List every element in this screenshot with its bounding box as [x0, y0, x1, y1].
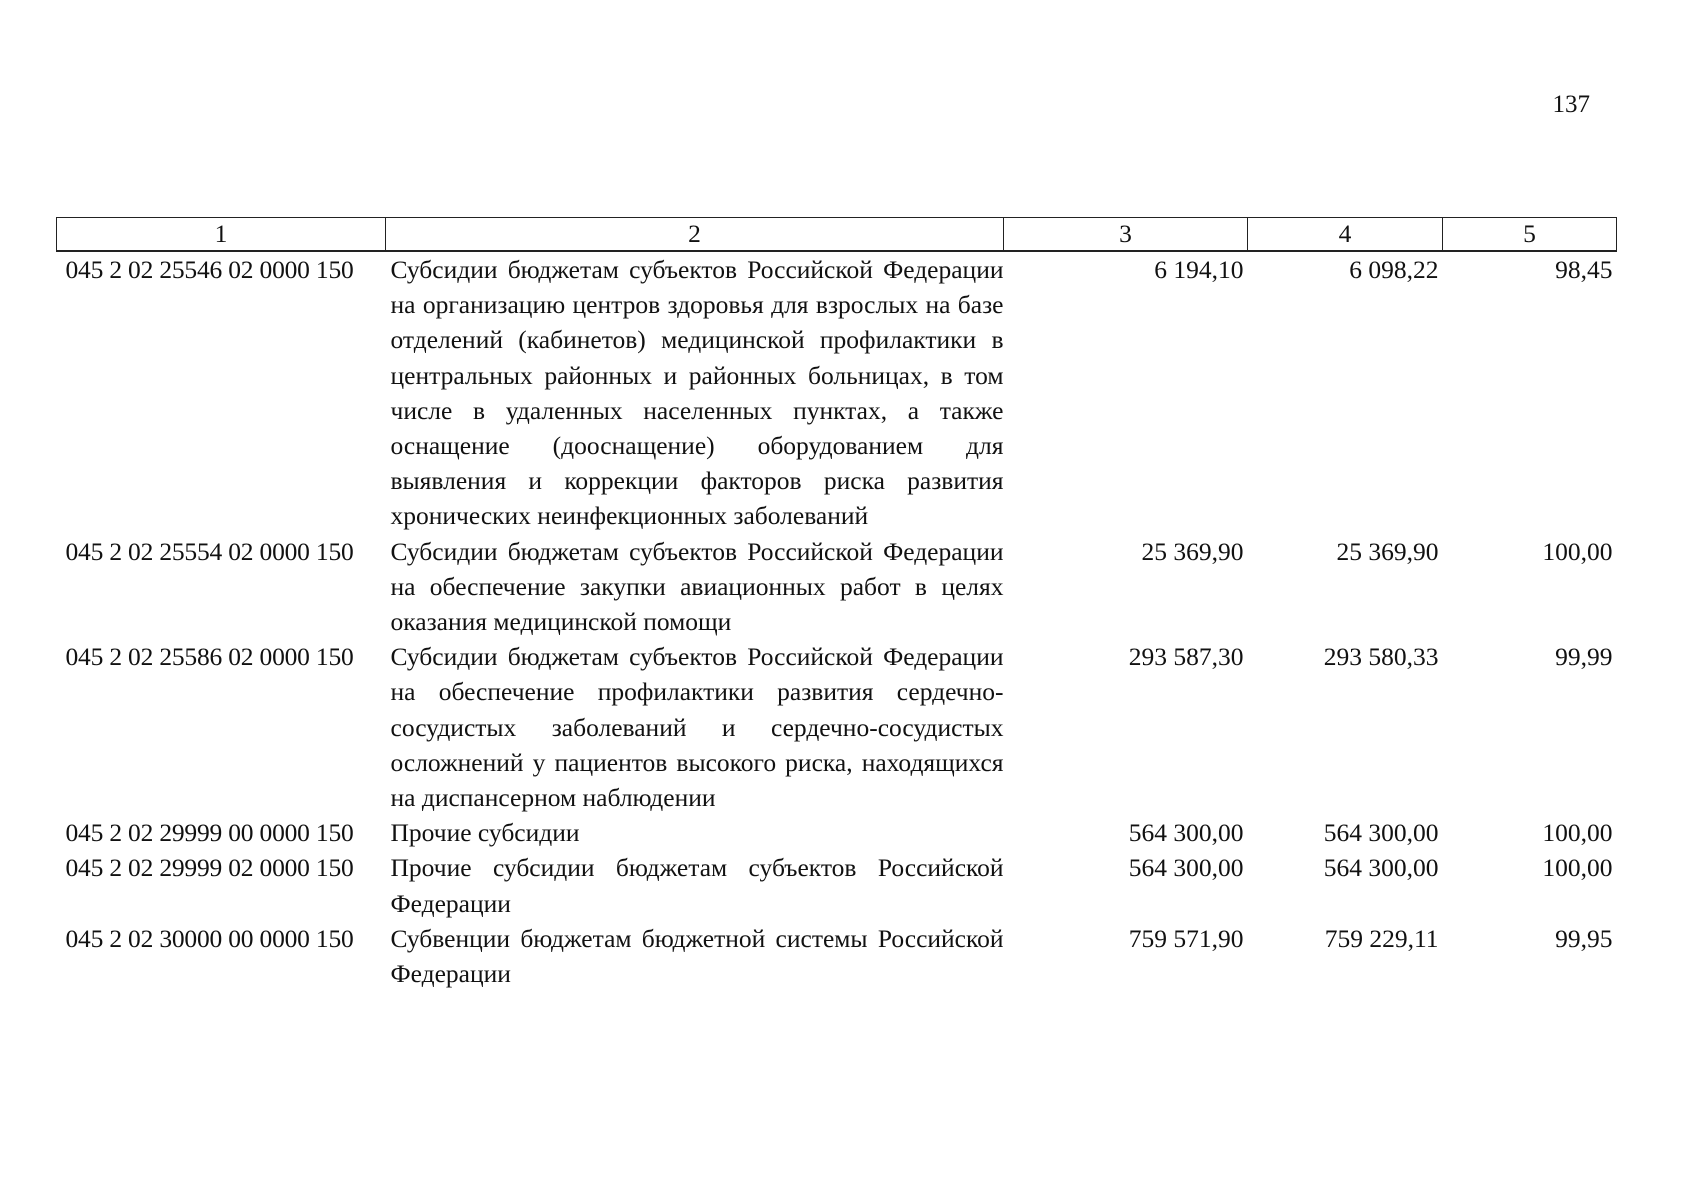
column-header-1: 1: [57, 218, 386, 252]
column-5-value: 100,00: [1542, 536, 1613, 566]
column-4-value: 564 300,00: [1323, 853, 1439, 883]
column-header-4: 4: [1248, 218, 1443, 252]
budget-table: [56, 217, 1617, 991]
column-header-2: 2: [386, 218, 1004, 252]
column-3-value: 25 369,90: [1141, 536, 1244, 566]
column-5-value: 98,45: [1555, 255, 1613, 284]
description-cell: Субвенции бюджетам бюджетной системы Российской Федерации: [390, 923, 1004, 989]
column-4-value: 25 369,90: [1336, 536, 1439, 566]
column-4-value: 6 098,22: [1349, 255, 1439, 284]
column-4-value: 564 300,00: [1323, 818, 1439, 848]
budget-code-cell: 045 2 02 25586 02 0000 150: [65, 642, 354, 672]
description-cell: Прочие субсидии: [390, 818, 580, 848]
budget-code-cell: 045 2 02 29999 02 0000 150: [65, 853, 354, 883]
column-4-value: 293 580,33: [1323, 642, 1439, 672]
description-cell: Субсидии бюджетам субъектов Российской Федерации на обеспечение профилактики развития сердечно-сосудистых заболеваний и сердечно-сосудистых осложнений у пациентов высокого риска, находящихся на диспансерном наблюдении: [390, 642, 1004, 813]
column-5-value: 99,95: [1555, 923, 1613, 953]
table-body: [57, 251, 1617, 991]
column-3-value: 293 587,30: [1128, 642, 1244, 672]
table-header: [57, 218, 1617, 252]
budget-code-cell: 045 2 02 30000 00 0000 150: [65, 923, 354, 953]
header-row: [57, 218, 1617, 252]
description-cell: Прочие субсидии бюджетам субъектов Российской Федерации: [390, 853, 1004, 918]
column-3-value: 564 300,00: [1128, 818, 1244, 848]
description-cell: Субсидии бюджетам субъектов Российской Федерации на обеспечение закупки авиационных работ в целях оказания медицинской помощи: [390, 536, 1004, 637]
budget-code-cell: 045 2 02 29999 00 0000 150: [65, 818, 354, 848]
page-number: 137: [1552, 91, 1590, 118]
column-4-value: 759 229,11: [1324, 923, 1439, 953]
description-cell: Субсидии бюджетам субъектов Российской Федерации на организацию центров здоровья для взрослых на базе отделений (кабинетов) медицинской профилактики в центральных районных и районных больницах, в том числе в удаленных населенных пунктах, а также оснащение (дооснащение) оборудованием для выявления и коррекции факторов риска развития хронических неинфекционных заболеваний: [390, 255, 1004, 531]
column-5-value: 100,00: [1542, 853, 1613, 883]
column-3-value: 6 194,10: [1154, 255, 1244, 284]
table-row: [57, 921, 1617, 991]
table-row: [57, 534, 1617, 640]
column-header-3: 3: [1004, 218, 1248, 252]
budget-code-cell: 045 2 02 25546 02 0000 150: [65, 255, 354, 284]
table-row: [57, 850, 1617, 920]
column-5-value: 100,00: [1542, 818, 1613, 848]
table-row: [57, 815, 1617, 850]
column-5-value: 99,99: [1555, 642, 1613, 672]
column-header-5: 5: [1443, 218, 1617, 252]
table-row: [57, 639, 1617, 815]
table-row: [57, 251, 1617, 534]
budget-code-cell: 045 2 02 25554 02 0000 150: [65, 536, 354, 566]
column-3-value: 759 571,90: [1128, 923, 1244, 953]
column-3-value: 564 300,00: [1128, 853, 1244, 883]
